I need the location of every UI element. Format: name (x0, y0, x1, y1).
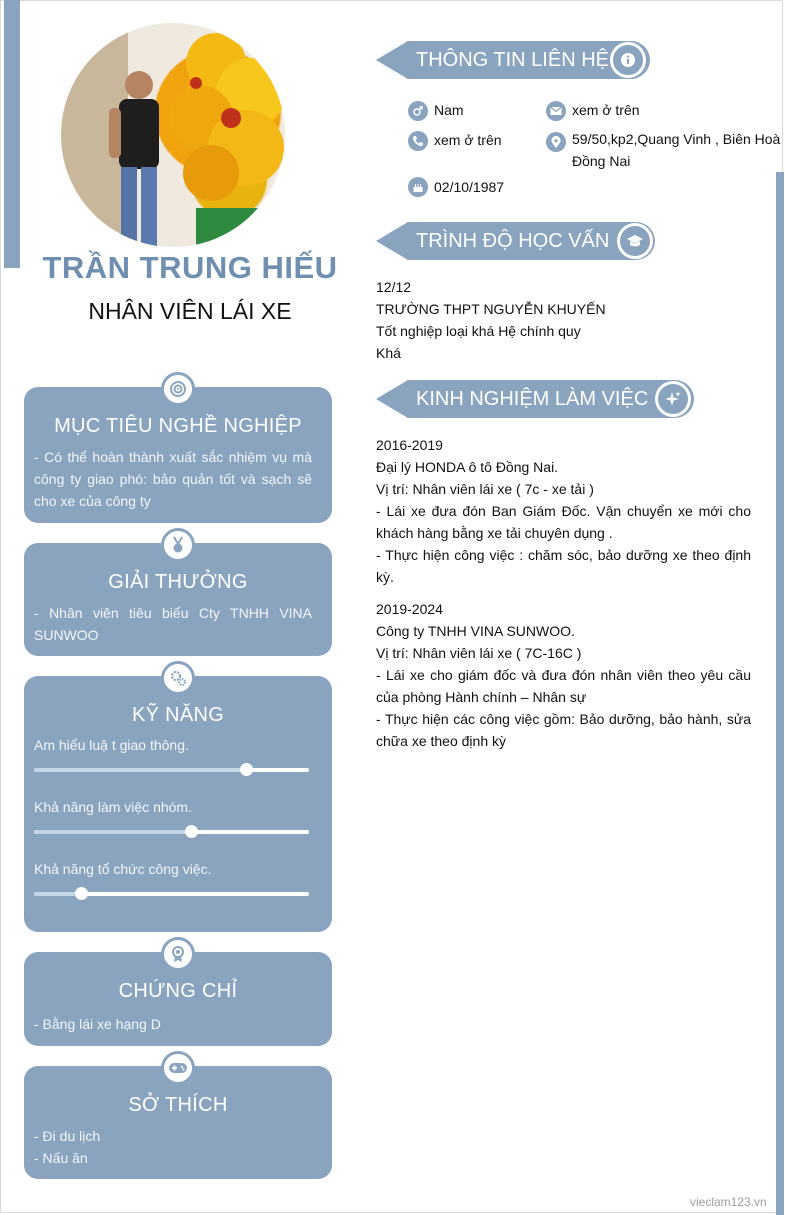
job-company: Đại lý HONDA ô tô Đồng Nai. (376, 459, 559, 475)
contact-section-header (376, 41, 650, 79)
graduation-cap-icon (617, 223, 653, 259)
skills-title: KỸ NĂNG (131, 704, 225, 726)
education-section-header (376, 222, 658, 260)
skill-bar-fill (34, 768, 246, 772)
skill-bar-fill (34, 830, 191, 834)
right-accent-stripe (776, 172, 784, 1215)
phone-icon (408, 131, 428, 151)
email-icon (546, 101, 566, 121)
job-duty: - Lái xe đưa đón Ban Giám Đốc. Vận chuyển xe mới cho khách hàng bằng xe tải chuyên dụng . (376, 503, 751, 541)
skill-bar (34, 892, 309, 896)
job-period: 2016-2019 (376, 437, 443, 453)
skill-bar-knob (240, 763, 253, 776)
hobbies-title: SỞ THÍCH (128, 1094, 228, 1116)
gears-icon (161, 661, 195, 695)
info-icon (610, 42, 646, 78)
certificate-icon (161, 937, 195, 971)
job-period: 2019-2024 (376, 601, 443, 617)
awards-card (24, 543, 332, 656)
skill-bar (34, 830, 309, 834)
medal-icon (161, 528, 195, 562)
skill-bar-fill (34, 892, 81, 896)
hobbies-card (24, 1066, 332, 1179)
job-duty: - Thực hiện các công việc gồm: Bảo dưỡng, bảo hành, sửa chữa xe theo định kỳ (376, 711, 751, 749)
person-photo-graphic (101, 63, 171, 247)
job-duty: - Thực hiện công việc : chăm sóc, bảo dưỡng xe theo định kỳ. (376, 547, 751, 585)
skills-card (24, 676, 332, 932)
certificates-text: - Bằng lái xe hạng D (34, 1016, 161, 1032)
experience-job-2 (376, 598, 751, 752)
hobby-item: - Nấu ăn (34, 1150, 88, 1166)
job-duty: - Lái xe cho giám đốc và đưa đón nhân viên theo yêu cầu của phòng Hành chính – Nhân sự (376, 667, 751, 705)
gamepad-icon (161, 1051, 195, 1085)
education-section-title: TRÌNH ĐỘ HỌC VẤN (407, 222, 655, 260)
job-position: Vị trí: Nhân viên lái xe ( 7c - xe tải ) (376, 481, 594, 497)
contact-birthday: 02/10/1987 (434, 179, 505, 195)
birthday-cake-icon (408, 177, 428, 197)
skill-label: Khả năng làm việc nhóm. (34, 799, 192, 815)
career-goal-text: - Có thể hoàn thành xuất sắc nhiệm vụ mà công ty giao phó: bảo quản tốt và sạch sẽ cho xe của công ty (34, 449, 312, 509)
skill-bar-knob (75, 887, 88, 900)
sparkle-icon (655, 381, 691, 417)
awards-title: GIẢI THƯỞNG (108, 571, 248, 593)
hobbies-list (34, 1125, 312, 1169)
experience-section-header (376, 380, 696, 418)
contact-section-title: THÔNG TIN LIÊN HỆ (407, 41, 650, 79)
tree-photo-graphic (156, 23, 285, 247)
awards-text: - Nhân viên tiêu biểu Cty TNHH VINA SUNWOO (34, 605, 312, 643)
education-details (376, 276, 751, 364)
candidate-name: TRẦN TRUNG HIẾU (42, 250, 338, 285)
skill-label: Khả năng tổ chức công việc. (34, 861, 212, 877)
candidate-job-title: NHÂN VIÊN LÁI XE (88, 298, 292, 324)
education-grade: Khá (376, 345, 401, 361)
education-year: 12/12 (376, 279, 412, 295)
contact-gender: Nam (434, 102, 464, 118)
career-goal-title: MỤC TIÊU NGHỀ NGHIỆP (54, 415, 302, 437)
education-degree: Tốt nghiệp loại khá Hệ chính quy (376, 323, 581, 339)
experience-section-title: KINH NGHIỆM LÀM VIỆC (407, 380, 694, 418)
certificates-card (24, 952, 332, 1046)
location-icon (546, 132, 566, 152)
gender-icon (408, 101, 428, 121)
left-accent-stripe (4, 0, 20, 268)
job-position: Vị trí: Nhân viên lái xe ( 7C-16C ) (376, 645, 582, 661)
education-school: TRƯỜNG THPT NGUYỄN KHUYẾN (376, 301, 606, 317)
skill-bar (34, 768, 309, 772)
contact-phone: xem ở trên (434, 132, 502, 148)
career-goal-card (24, 387, 332, 523)
job-company: Công ty TNHH VINA SUNWOO. (376, 623, 575, 639)
hobby-item: - Đi du lịch (34, 1128, 101, 1144)
contact-email: xem ở trên (572, 102, 640, 118)
avatar (61, 23, 285, 247)
site-watermark: vieclam123.vn (690, 1195, 767, 1209)
skill-label: Am hiểu luậ t giao thông. (34, 737, 189, 753)
target-icon (161, 372, 195, 406)
skill-bar-knob (185, 825, 198, 838)
experience-job-1 (376, 434, 751, 588)
contact-address: 59/50,kp2,Quang Vinh , Biên Hoà Đồng Nai (572, 131, 781, 169)
certificates-title: CHỨNG CHỈ (118, 980, 238, 1002)
